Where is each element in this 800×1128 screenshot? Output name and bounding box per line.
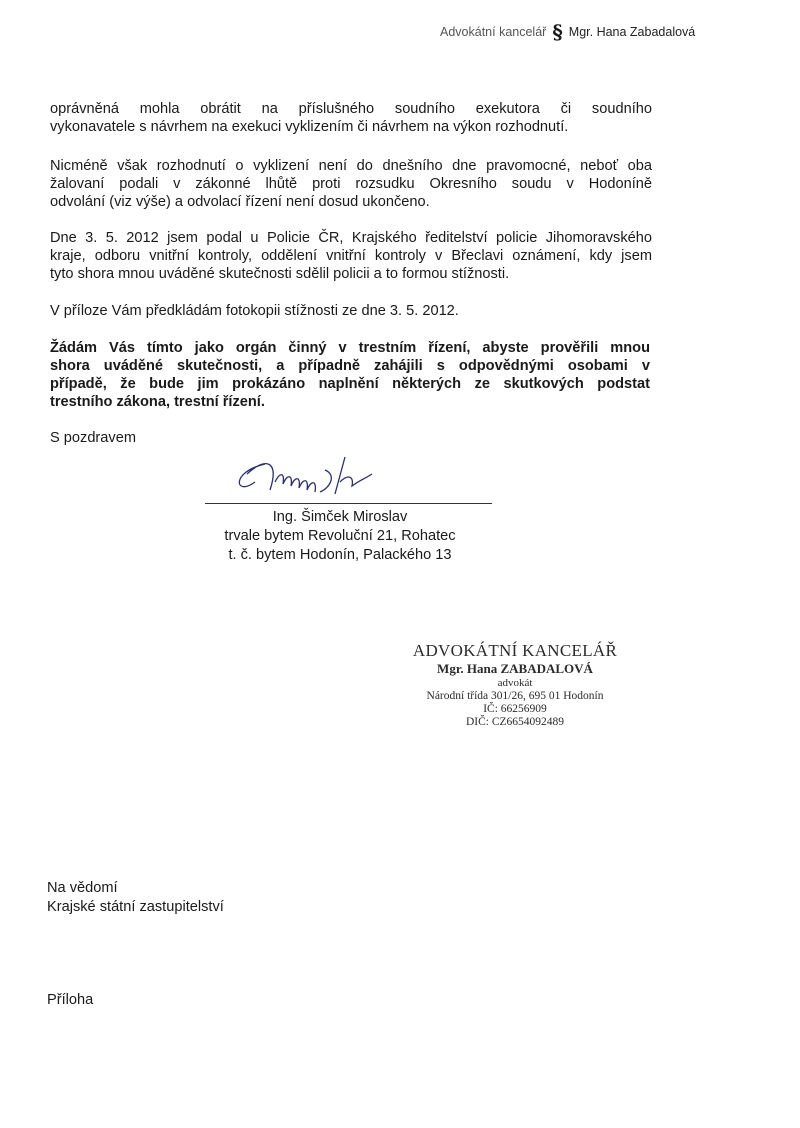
text-line: Dne 3. 5. 2012 jsem podal u Policie ČR, Krajského ředitelství policie Jihomoravského — [50, 230, 652, 246]
text-line: trestního zákona, trestní řízení. — [50, 394, 265, 410]
text-line: vykonavatele s návrhem na exekuci vyklizením či návrhem na výkon rozhodnutí. — [50, 119, 569, 135]
paragraph-2 — [50, 157, 652, 211]
stamp-title: ADVOKÁTNÍ KANCELÁŘ — [412, 641, 618, 660]
paragraph-request — [50, 339, 650, 411]
signature-line — [205, 503, 492, 504]
letterhead-lawyer: Mgr. Hana Zabadalová — [568, 25, 696, 39]
stamp-role: advokát — [497, 677, 533, 689]
letterhead-office: Advokátní kancelář — [440, 25, 547, 39]
text-line: kraje, odboru vnitřní kontroly, oddělení vnitřní kontroly v Břeclavi oznámení, kdy jsem — [50, 248, 652, 264]
text-line: žalovaní podali v zákonné lhůtě proti rozsudku Okresního soudu v Hodoníně — [50, 176, 652, 192]
text-line: shora uváděné skutečnosti, a případně zahájili s odpovědnými osobami v — [50, 358, 650, 374]
paragraph-1 — [50, 100, 652, 136]
law-office-stamp — [405, 641, 625, 729]
stamp-ic: IČ: 66256909 — [483, 703, 547, 715]
signatory-name: Ing. Šimček Miroslav — [272, 509, 408, 525]
signatory-address-1: trvale bytem Revoluční 21, Rohatec — [224, 528, 456, 544]
cc-label: Na vědomí — [47, 880, 118, 896]
cc-recipient: Krajské státní zastupitelství — [47, 899, 224, 915]
text-line: oprávněná mohla obrátit na příslušného soudního exekutora či soudního — [50, 101, 652, 117]
text-line: Žádám Vás tímto jako orgán činný v trestním řízení, abyste prověřili mnou — [50, 340, 650, 356]
text-line: případě, že bude jim prokázáno naplnění některých ze skutkových podstat — [50, 376, 650, 392]
signatory-block — [190, 508, 490, 565]
paragraph-3 — [50, 229, 652, 283]
closing: S pozdravem — [50, 430, 136, 446]
attachment-label: Příloha — [47, 992, 94, 1008]
stamp-address: Národní třída 301/26, 695 01 Hodonín — [426, 690, 604, 702]
cc-block — [47, 879, 224, 917]
signatory-address-2: t. č. bytem Hodonín, Palackého 13 — [228, 547, 452, 563]
paragraph-logo-icon: § — [552, 20, 563, 44]
text-line: tyto shora mnou uváděné skutečnosti sdělil policii a to formou stížnosti. — [50, 266, 510, 282]
paragraph-4 — [50, 302, 652, 320]
letterhead — [440, 22, 695, 42]
text-line: odvolání (viz výše) a odvolací řízení není dosud ukončeno. — [50, 194, 430, 210]
handwritten-signature — [225, 452, 415, 502]
text-line: V příloze Vám předkládám fotokopii stížnosti ze dne 3. 5. 2012. — [50, 303, 459, 319]
stamp-name: Mgr. Hana ZABADALOVÁ — [437, 661, 593, 676]
stamp-dic: DIČ: CZ6654092489 — [465, 716, 565, 728]
text-line: Nicméně však rozhodnutí o vyklizení není do dnešního dne pravomocné, neboť oba — [50, 158, 652, 174]
